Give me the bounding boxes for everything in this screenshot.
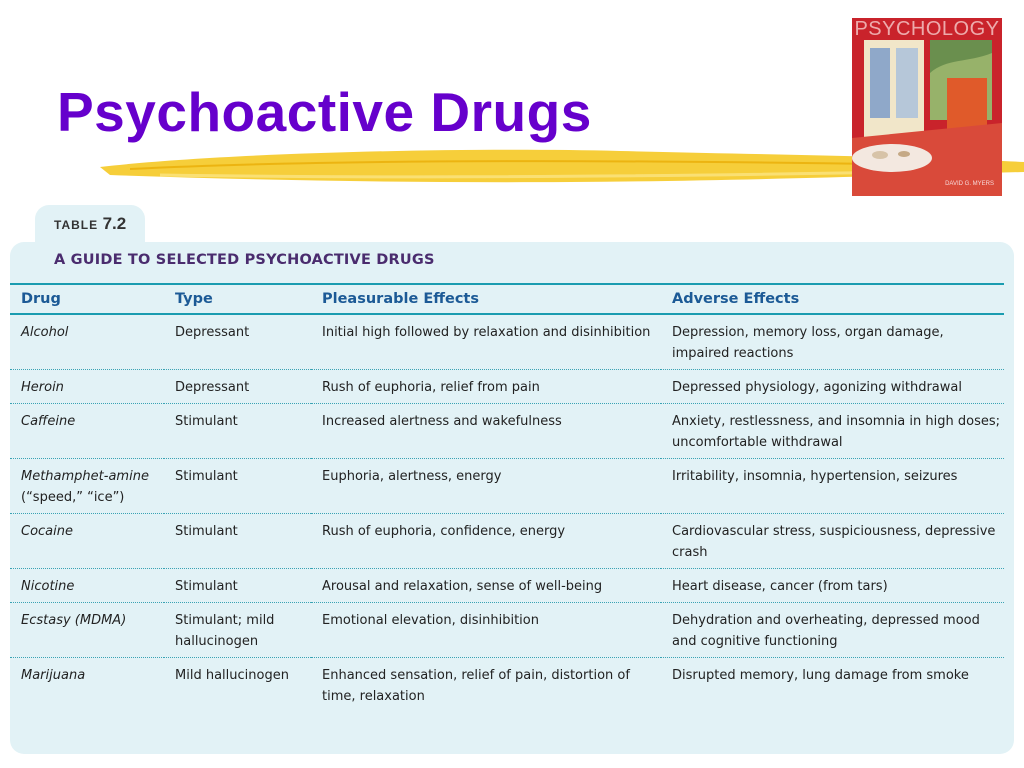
drug-name: Caffeine (10, 404, 164, 459)
table-row (10, 370, 1004, 404)
table-header-row (10, 284, 1004, 314)
adverse-effects: Depressed physiology, agonizing withdrawal (661, 370, 1004, 404)
table-row (10, 314, 1004, 370)
column-header-drug: Drug (10, 284, 164, 314)
drug-type: Stimulant; mild hallucinogen (164, 603, 311, 658)
drug-name: Ecstasy (MDMA) (10, 603, 164, 658)
table-label-tab (35, 205, 145, 249)
column-header-adverse-effects: Adverse Effects (661, 284, 1004, 314)
book-cover-title: PSYCHOLOGY (854, 18, 1000, 40)
column-header-pleasurable-effects: Pleasurable Effects (311, 284, 661, 314)
drug-type: Depressant (164, 370, 311, 404)
book-cover-image (852, 18, 1002, 196)
adverse-effects: Cardiovascular stress, suspiciousness, depressive crash (661, 514, 1004, 569)
drug-name: Methamphet-amine (21, 469, 149, 484)
drug-name: Cocaine (10, 514, 164, 569)
pleasurable-effects: Rush of euphoria, relief from pain (311, 370, 661, 404)
pleasurable-effects: Euphoria, alertness, energy (311, 459, 661, 514)
drug-type: Depressant (164, 314, 311, 370)
pleasurable-effects: Rush of euphoria, confidence, energy (311, 514, 661, 569)
table-row (10, 404, 1004, 459)
table-label-number: 7.2 (102, 214, 127, 233)
adverse-effects: Disrupted memory, lung damage from smoke (672, 668, 969, 683)
table-row (10, 658, 1004, 713)
adverse-effects: Depression, memory loss, organ damage, impaired reactions (661, 314, 1004, 370)
drug-name: Heroin (10, 370, 164, 404)
drug-name: Marijuana (21, 668, 86, 683)
adverse-effects: Anxiety, restlessness, and insomnia in high doses; uncomfortable withdrawal (661, 404, 1004, 459)
adverse-effects: Irritability, insomnia, hypertension, seizures (661, 459, 1004, 514)
column-header-type: Type (164, 284, 311, 314)
pleasurable-effects: Arousal and relaxation, sense of well-being (311, 569, 661, 603)
drug-type: Stimulant (164, 404, 311, 459)
pleasurable-effects: Increased alertness and wakefulness (311, 404, 661, 459)
drug-name: Nicotine (10, 569, 164, 603)
slide-title: Psychoactive Drugs (57, 81, 592, 143)
drug-name-cell (10, 459, 164, 514)
pleasurable-effects: Enhanced sensation, relief of pain, distortion of time, relaxation (322, 668, 630, 704)
table-row (10, 603, 1004, 658)
drug-name: Alcohol (10, 314, 164, 370)
table-label-word: TABLE (54, 218, 99, 232)
table-row (10, 569, 1004, 603)
drug-type: Stimulant (164, 569, 311, 603)
pleasurable-effects: Initial high followed by relaxation and disinhibition (311, 314, 661, 370)
table-row (10, 459, 1004, 514)
drug-type: Stimulant (164, 514, 311, 569)
drug-table (10, 283, 1004, 712)
table-row (10, 514, 1004, 569)
adverse-effects: Dehydration and overheating, depressed mood and cognitive functioning (661, 603, 1004, 658)
drug-name-note: (“speed,” “ice”) (21, 490, 125, 505)
table-heading: A GUIDE TO SELECTED PSYCHOACTIVE DRUGS (54, 252, 435, 268)
pleasurable-effects: Emotional elevation, disinhibition (311, 603, 661, 658)
book-cover-author: DAVID G. MYERS (945, 181, 994, 187)
drug-type: Mild hallucinogen (175, 668, 289, 683)
adverse-effects: Heart disease, cancer (from tars) (661, 569, 1004, 603)
drug-type: Stimulant (164, 459, 311, 514)
